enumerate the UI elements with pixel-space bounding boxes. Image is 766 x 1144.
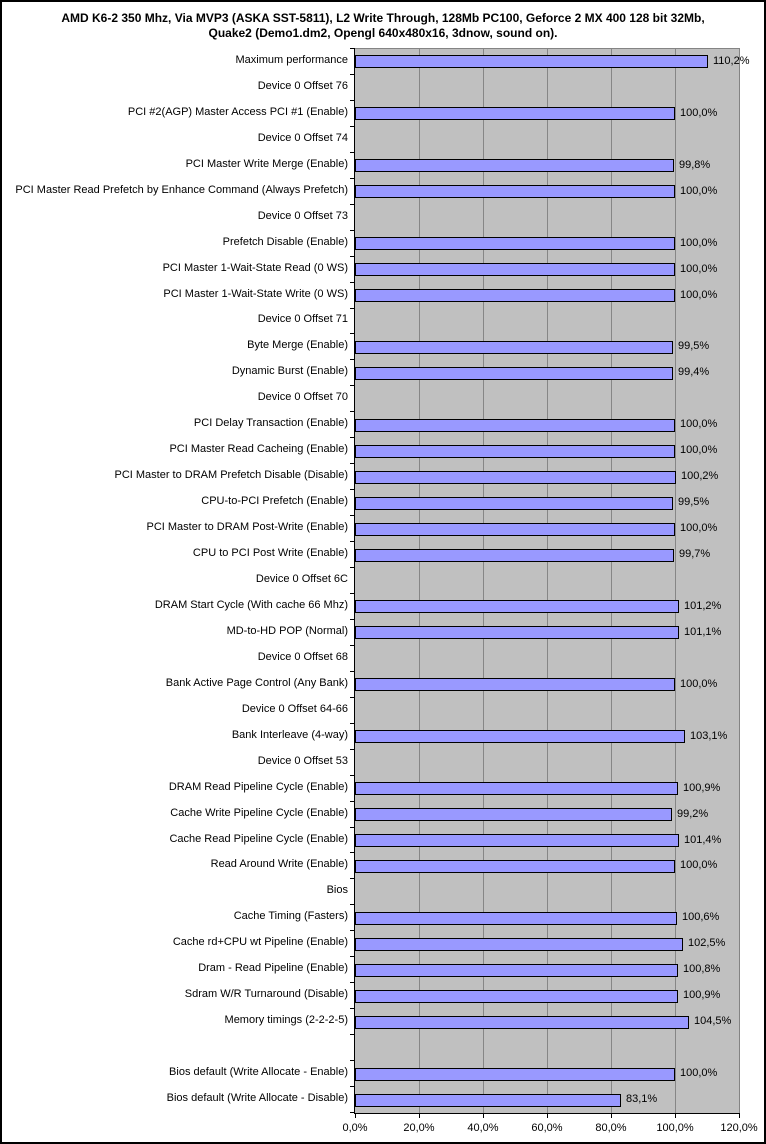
category-axis-tick (350, 567, 354, 568)
category-label: CPU-to-PCI Prefetch (Enable) (201, 495, 348, 507)
category-axis-tick (350, 801, 354, 802)
category-axis-line (354, 48, 355, 1114)
category-axis-tick (350, 385, 354, 386)
category-label: Device 0 Offset 53 (257, 755, 348, 767)
category-label: Device 0 Offset 64-66 (241, 703, 348, 715)
category-axis-tick (350, 1086, 354, 1087)
value-axis-tick-label: 120,0% (720, 1122, 758, 1134)
category-label: Cache rd+CPU wt Pipeline (Enable) (172, 936, 348, 948)
category-axis-tick (350, 437, 354, 438)
category-label: Byte Merge (Enable) (247, 339, 348, 351)
category-axis-tick (350, 619, 354, 620)
category-label: Bios default (Write Allocate - Enable) (169, 1066, 348, 1078)
value-label: 100,2% (681, 470, 719, 482)
value-label: 101,1% (684, 626, 722, 638)
value-axis-tick (483, 1114, 484, 1118)
category-axis-tick (350, 1034, 354, 1035)
value-label: 100,0% (680, 107, 718, 119)
category-axis-tick (350, 126, 354, 127)
value-axis-tick (675, 1114, 676, 1118)
category-label: Device 0 Offset 73 (257, 210, 348, 222)
category-axis-tick (350, 645, 354, 646)
category-label: DRAM Start Cycle (With cache 66 Mhz) (154, 599, 348, 611)
category-label: Device 0 Offset 68 (257, 651, 348, 663)
category-label: PCI Master 1-Wait-State Write (0 WS) (163, 288, 348, 300)
category-axis-tick (350, 100, 354, 101)
category-axis-tick (350, 204, 354, 205)
value-label: 100,9% (683, 782, 721, 794)
category-label: Cache Write Pipeline Cycle (Enable) (170, 807, 348, 819)
value-axis-tick-label: 0,0% (342, 1122, 368, 1134)
category-axis-tick (350, 1060, 354, 1061)
value-label: 100,0% (680, 859, 718, 871)
category-label: Prefetch Disable (Enable) (222, 236, 348, 248)
axis-layer (2, 2, 764, 1142)
category-axis-tick (350, 956, 354, 957)
category-axis-tick (350, 827, 354, 828)
value-label: 100,0% (680, 444, 718, 456)
value-label: 100,0% (680, 289, 718, 301)
category-axis-tick (350, 230, 354, 231)
category-label: Dynamic Burst (Enable) (231, 365, 348, 377)
category-axis-tick (350, 1008, 354, 1009)
value-axis-tick-label: 60,0% (531, 1122, 563, 1134)
category-label: PCI Master to DRAM Prefetch Disable (Disable) (114, 469, 348, 481)
category-label: Memory timings (2-2-2-5) (224, 1014, 348, 1026)
value-axis-tick (547, 1114, 548, 1118)
category-axis-tick (350, 541, 354, 542)
category-axis-tick (350, 878, 354, 879)
category-label: Dram - Read Pipeline (Enable) (198, 962, 348, 974)
category-label: CPU to PCI Post Write (Enable) (192, 547, 348, 559)
category-label: Cache Timing (Fasters) (233, 910, 348, 922)
value-label: 100,0% (680, 1067, 718, 1079)
category-axis-tick (350, 515, 354, 516)
value-label: 102,5% (688, 937, 726, 949)
category-label: Sdram W/R Turnaround (Disable) (184, 988, 348, 1000)
category-label: MD-to-HD POP (Normal) (226, 625, 348, 637)
category-axis-tick (350, 74, 354, 75)
category-label: Bank Interleave (4-way) (231, 729, 348, 741)
value-axis-tick (739, 1114, 740, 1118)
category-axis-tick (350, 852, 354, 853)
category-label: Maximum performance (235, 54, 348, 66)
category-axis-tick (350, 749, 354, 750)
value-label: 110,2% (713, 55, 750, 67)
category-axis-tick (350, 48, 354, 49)
chart-title-line1: AMD K6-2 350 Mhz, Via MVP3 (ASKA SST-5811), L2 Write Through, 128Mb PC100, Geforce 2 MX 400 128 bit 32Mb, (61, 11, 705, 25)
value-label: 100,0% (680, 522, 718, 534)
chart-title-line2: Quake2 (Demo1.dm2, Opengl 640x480x16, 3dnow, sound on). (208, 26, 558, 40)
value-label: 100,0% (680, 237, 718, 249)
category-axis-tick (350, 411, 354, 412)
category-label: PCI #2(AGP) Master Access PCI #1 (Enable) (127, 106, 348, 118)
category-label: PCI Master Read Cacheing (Enable) (169, 443, 348, 455)
value-label: 99,7% (679, 548, 711, 560)
value-label: 100,9% (683, 989, 721, 1001)
value-label: 100,0% (680, 678, 718, 690)
category-axis-tick (350, 593, 354, 594)
category-axis-tick (350, 671, 354, 672)
category-axis-tick (350, 152, 354, 153)
category-axis-tick (350, 463, 354, 464)
value-label: 99,4% (678, 366, 710, 378)
category-axis-tick (350, 308, 354, 309)
category-label: Device 0 Offset 74 (257, 132, 348, 144)
value-label: 99,5% (678, 340, 710, 352)
category-label: Read Around Write (Enable) (210, 858, 348, 870)
value-label: 99,5% (678, 496, 710, 508)
category-label: Bios default (Write Allocate - Disable) (166, 1092, 348, 1104)
category-axis-tick (350, 904, 354, 905)
value-axis-tick-label: 20,0% (403, 1122, 435, 1134)
category-axis-tick (350, 178, 354, 179)
value-axis-tick (355, 1114, 356, 1118)
category-label: Device 0 Offset 71 (257, 313, 348, 325)
category-axis-tick (350, 723, 354, 724)
value-label: 101,4% (684, 834, 722, 846)
value-axis-tick (419, 1114, 420, 1118)
category-axis-tick (350, 930, 354, 931)
value-axis-tick-label: 40,0% (467, 1122, 499, 1134)
value-label: 100,8% (683, 963, 721, 975)
category-axis-tick (350, 256, 354, 257)
value-axis-tick (611, 1114, 612, 1118)
category-label: PCI Master 1-Wait-State Read (0 WS) (162, 262, 348, 274)
value-label: 104,5% (694, 1015, 732, 1027)
value-label: 99,8% (679, 159, 711, 171)
category-axis-tick (350, 982, 354, 983)
category-label: PCI Master Read Prefetch by Enhance Command (Always Prefetch) (15, 184, 348, 196)
category-label: Device 0 Offset 6C (255, 573, 348, 585)
value-axis-tick-label: 80,0% (595, 1122, 627, 1134)
category-label: Device 0 Offset 70 (257, 391, 348, 403)
value-label: 101,2% (684, 600, 722, 612)
category-axis-tick (350, 1112, 354, 1113)
value-label: 100,0% (680, 263, 718, 275)
category-label: Cache Read Pipeline Cycle (Enable) (169, 833, 348, 845)
category-axis-tick (350, 282, 354, 283)
category-label: PCI Delay Transaction (Enable) (193, 417, 348, 429)
value-label: 100,6% (682, 911, 720, 923)
value-label: 100,0% (680, 185, 718, 197)
category-axis-tick (350, 489, 354, 490)
category-label: Device 0 Offset 76 (257, 80, 348, 92)
category-label: Bank Active Page Control (Any Bank) (165, 677, 348, 689)
category-label: PCI Master to DRAM Post-Write (Enable) (146, 521, 348, 533)
value-axis-tick-label: 100,0% (656, 1122, 694, 1134)
category-axis-tick (350, 333, 354, 334)
value-label: 103,1% (690, 730, 728, 742)
category-label: DRAM Read Pipeline Cycle (Enable) (168, 781, 348, 793)
value-label: 83,1% (626, 1093, 658, 1105)
category-axis-tick (350, 697, 354, 698)
category-axis-tick (350, 359, 354, 360)
value-label: 100,0% (680, 418, 718, 430)
category-axis-tick (350, 775, 354, 776)
category-label: Bios (326, 884, 348, 896)
category-label: PCI Master Write Merge (Enable) (185, 158, 348, 170)
value-label: 99,2% (677, 808, 709, 820)
